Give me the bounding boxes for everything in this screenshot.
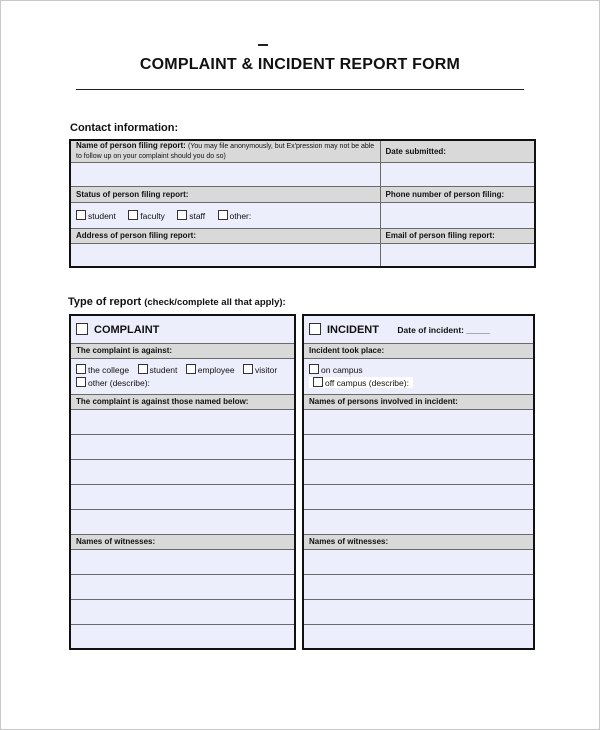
checkbox-icon[interactable]	[177, 210, 187, 220]
complaint-against-options	[70, 358, 295, 394]
incident-persons-field[interactable]	[303, 459, 534, 484]
against-option-other[interactable]: other (describe):	[76, 378, 150, 388]
name-field[interactable]	[70, 162, 380, 186]
phone-field[interactable]	[380, 202, 535, 228]
report-type-heading: Type of report (check/complete all that apply):	[68, 296, 286, 308]
contact-table	[69, 139, 536, 268]
email-field[interactable]	[380, 243, 535, 267]
against-option-employee[interactable]: employee	[186, 365, 235, 375]
incident-place-label: Incident took place:	[303, 343, 534, 358]
incident-place-options	[303, 358, 534, 394]
contact-heading: Contact information:	[70, 122, 179, 134]
against-option-visitor[interactable]: visitor	[243, 365, 277, 375]
complaint-named-field[interactable]	[70, 484, 295, 509]
complaint-named-field[interactable]	[70, 409, 295, 434]
incident-persons-field[interactable]	[303, 509, 534, 534]
incident-table	[302, 314, 535, 650]
header-mark	[258, 44, 268, 46]
status-option-staff[interactable]: staff	[177, 211, 205, 221]
status-option-faculty[interactable]: faculty	[128, 211, 165, 221]
email-label: Email of person filing report:	[380, 228, 535, 243]
title-underline	[76, 89, 524, 90]
complaint-checkbox-row[interactable]	[70, 315, 295, 343]
date-submitted-label: Date submitted:	[380, 140, 535, 162]
complaint-witness-field[interactable]	[70, 624, 295, 649]
incident-witness-field[interactable]	[303, 599, 534, 624]
checkbox-icon[interactable]	[313, 377, 323, 387]
checkbox-icon[interactable]	[76, 377, 86, 387]
incident-persons-field[interactable]	[303, 484, 534, 509]
name-note: (You may file anonymously, but Ex'pression may not be able to follow up on your complaint should you do so)	[76, 143, 375, 160]
status-option-student[interactable]: student	[76, 211, 116, 221]
incident-persons-field[interactable]	[303, 409, 534, 434]
complaint-title: COMPLAINT	[94, 324, 160, 337]
name-label: Name of person filing report:	[76, 141, 186, 150]
phone-label: Phone number of person filing:	[380, 186, 535, 202]
incident-witness-field[interactable]	[303, 574, 534, 599]
against-option-college[interactable]: the college	[76, 365, 129, 375]
report-type-note: (check/complete all that apply):	[144, 297, 286, 308]
complaint-named-label: The complaint is against those named below:	[70, 394, 295, 409]
date-submitted-field[interactable]	[380, 162, 535, 186]
complaint-witness-field[interactable]	[70, 599, 295, 624]
complaint-witness-field[interactable]	[70, 549, 295, 574]
complaint-named-field[interactable]	[70, 509, 295, 534]
checkbox-icon[interactable]	[309, 323, 321, 335]
incident-persons-field[interactable]	[303, 434, 534, 459]
incident-title: INCIDENT	[327, 324, 379, 337]
address-field[interactable]	[70, 243, 380, 267]
status-option-other[interactable]: other:	[218, 211, 252, 221]
place-option-on-campus[interactable]: on campus	[309, 365, 363, 375]
incident-persons-label: Names of persons involved in incident:	[303, 394, 534, 409]
status-options	[70, 202, 380, 228]
place-option-off-campus[interactable]: off campus (describe):	[309, 377, 413, 388]
complaint-witnesses-label: Names of witnesses:	[70, 534, 295, 549]
incident-witness-field[interactable]	[303, 624, 534, 649]
checkbox-icon[interactable]	[243, 364, 253, 374]
name-label-cell	[70, 140, 380, 162]
incident-date-label[interactable]: Date of incident: _____	[397, 325, 490, 336]
checkbox-icon[interactable]	[76, 210, 86, 220]
checkbox-icon[interactable]	[186, 364, 196, 374]
checkbox-icon[interactable]	[76, 364, 86, 374]
address-label: Address of person filing report:	[70, 228, 380, 243]
complaint-witness-field[interactable]	[70, 574, 295, 599]
incident-witness-field[interactable]	[303, 549, 534, 574]
status-label: Status of person filing report:	[70, 186, 380, 202]
checkbox-icon[interactable]	[76, 323, 88, 335]
complaint-table	[69, 314, 296, 650]
against-option-student[interactable]: student	[138, 365, 178, 375]
form-title: COMPLAINT & INCIDENT REPORT FORM	[139, 56, 461, 73]
checkbox-icon[interactable]	[309, 364, 319, 374]
checkbox-icon[interactable]	[218, 210, 228, 220]
complaint-named-field[interactable]	[70, 459, 295, 484]
checkbox-icon[interactable]	[138, 364, 148, 374]
complaint-against-label: The complaint is against:	[70, 343, 295, 358]
checkbox-icon[interactable]	[128, 210, 138, 220]
complaint-named-field[interactable]	[70, 434, 295, 459]
incident-witnesses-label: Names of witnesses:	[303, 534, 534, 549]
incident-checkbox-row[interactable]	[303, 315, 534, 343]
